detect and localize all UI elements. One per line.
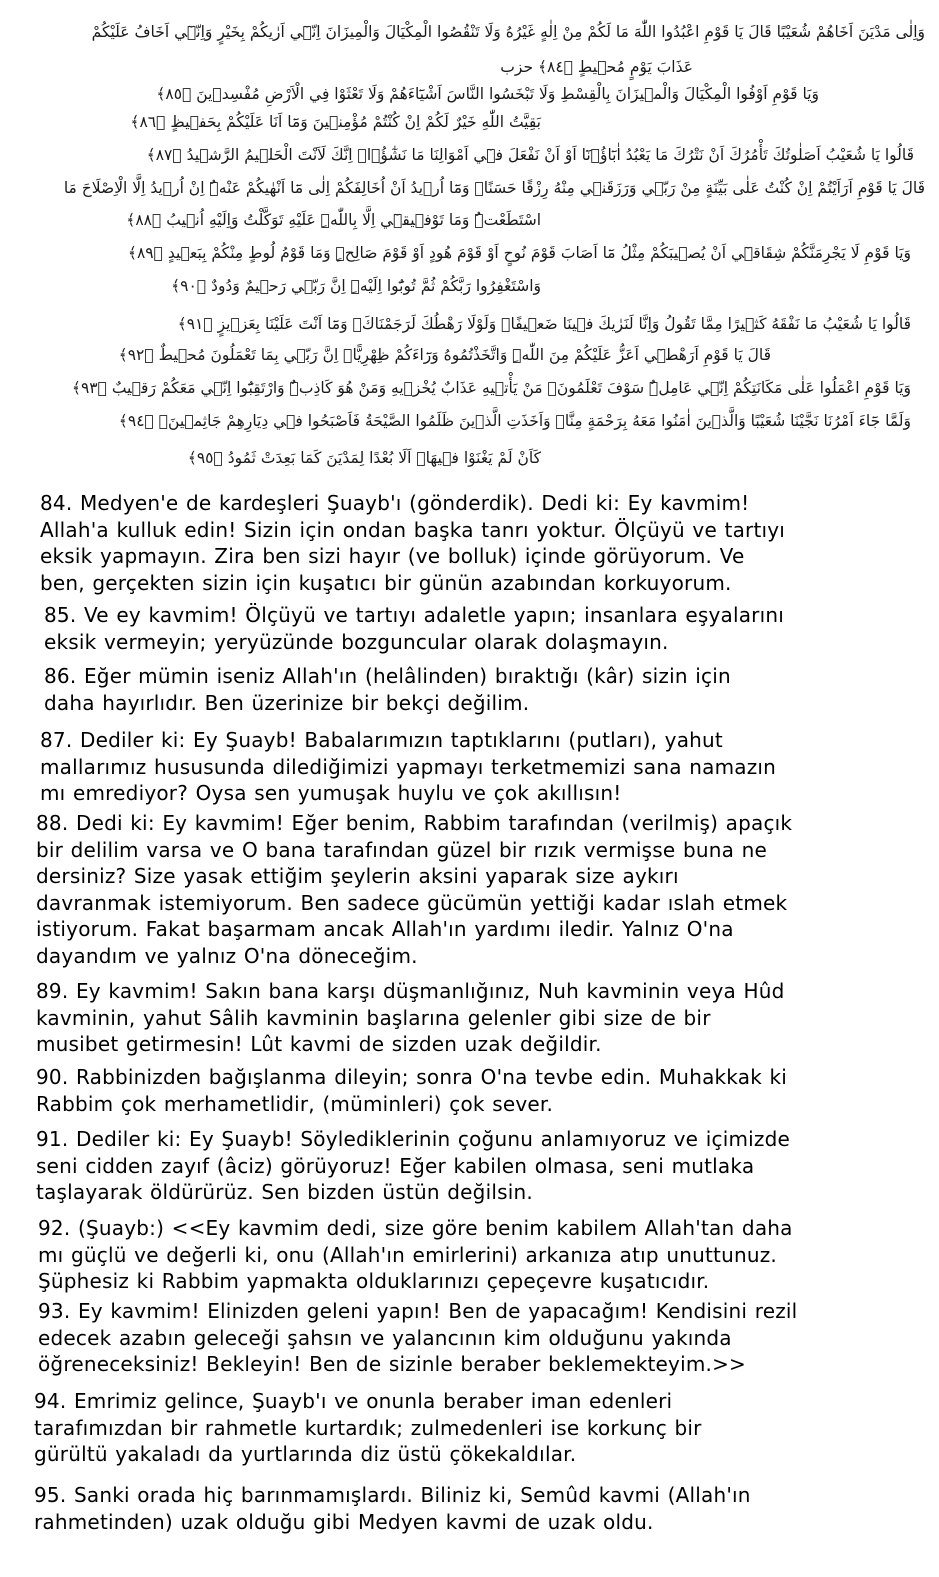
verse-94 [34, 1388, 906, 1468]
verse-line: musibet getirmesin! Lût kavmi de sizden uzak değildir. [36, 1032, 602, 1056]
verse-91 [36, 1126, 908, 1206]
verse-line: 92. (Şuayb:) <<Ey kavmim dedi, size göre benim kabilem Allah'tan daha [38, 1216, 793, 1240]
verse-line: 84. Medyen'e de kardeşleri Şuayb'ı (gönderdik). Dedi ki: Ey kavmim! [40, 491, 750, 515]
verse-line: 95. Sanki orada hiç barınmamışlardı. Biliniz ki, Semûd kavmi (Allah'ın [34, 1483, 751, 1507]
arabic-line: وَلَمَّا جَٓاءَ اَمْرُنَا نَجَّيْنَا شُعَيْبًا وَالَّذ۪ينَ اٰمَنُوا مَعَهُ بِرَحْمَةٍ مِنَّاۚ وَاَخَذَتِ الَّذ۪ينَ ظَلَمُوا الصَّيْحَةُ فَاَصْبَحُوا ف۪ي دِيَارِهِمْ جَاثِم۪ينَۙ ﴿٩٤﴾ [118, 412, 911, 430]
verse-line: tarafımızdan bir rahmetle kurtardık; zulmedenleri ise korkunç bir [34, 1415, 702, 1440]
verse-line: eksik vermeyin; yeryüzünde bozguncular olarak dolaşmayın. [44, 629, 669, 654]
verse-84 [40, 490, 920, 596]
verse-90 [36, 1064, 908, 1117]
arabic-line: قَالُوا يَا شُعَيْبُ مَا نَفْقَهُ كَث۪يرًا مِمَّا تَقُولُ وَاِنَّا لَنَرٰيكَ ف۪ينَا ضَع۪يفًاۚ وَلَوْلَا رَهْطُكَ لَرَجَمْنَاكَۘ وَمَٓا اَنْتَ عَلَيْنَا بِعَز۪يزٍ ﴿٩١﴾ [177, 315, 911, 333]
arabic-line: وَاسْتَغْفِرُوا رَبَّكُمْ ثُمَّ تُوبُٓوا اِلَيْهِۜ اِنَّ رَبّ۪ي رَح۪يمٌ وَدُودٌ ﴿٩٠﴾ [171, 277, 541, 295]
verse-line: taşlayarak öldürürüz. Sen bizden üstün değilsin. [36, 1180, 533, 1204]
verse-line: öğreneceksiniz! Bekleyin! Ben de sizinle beraber beklemekteyim.>> [38, 1352, 746, 1376]
verse-line: mı güçlü ve değerli ki, onu (Allah'ın emirlerini) arkanıza atıp unuttunuz. [38, 1242, 777, 1267]
verse-line: 87. Dediler ki: Ey Şuayb! Babalarımızın taptıklarını (putları), yahut [40, 728, 723, 752]
arabic-line: عَذَابَ يَوْمٍ مُح۪يطٍ ﴿٨٤﴾ حزب [500, 58, 693, 76]
arabic-line: قَالَ يَا قَوْمِ اَرَاَيْتُمْ اِنْ كُنْتُ عَلٰى بَيِّنَةٍ مِنْ رَبّ۪ي وَرَزَقَن۪ي مِنْهُ رِزْقًا حَسَنًاۜ وَمَٓا اُر۪يدُ اَنْ اُخَالِفَكُمْ اِلٰى مَٓا اَنْهٰيكُمْ عَنْهُۜ اِنْ اُر۪يدُ اِلَّا الْاِصْلَاحَ مَا [63, 179, 925, 197]
verse-line: Allah'a kulluk edin! Sizin için ondan başka tanrı yoktur. Ölçüyü ve tartıyı [40, 517, 786, 542]
verse-line: dersiniz? Size yasak ettiğim şeylerin aksini yaparak size aykırı [36, 864, 679, 888]
arabic-line: قَالَ يَا قَوْمِ اَرَهْط۪ٓي اَعَزُّ عَلَيْكُمْ مِنَ اللّٰهِۜ وَاتَّخَذْتُمُوهُ وَرَٓاءَكُمْ ظِهْرِيًّاۜ اِنَّ رَبّ۪ي بِمَا تَعْمَلُونَ مُح۪يطٌ ﴿٩٢﴾ [118, 346, 771, 364]
verse-87 [40, 727, 910, 807]
arabic-line: وَاِلٰى مَدْيَنَ اَخَاهُمْ شُعَيْبًا قَالَ يَا قَوْمِ اعْبُدُوا اللّٰهَ مَا لَكُمْ مِنْ اِلٰهٍ غَيْرُهُ وَلَا تَنْقُصُوا الْمِكْيَالَ وَالْمِيزَانَ اِنّ۪ٓي اَرٰيكُمْ بِخَيْرٍ وَاِنّ۪ٓي اَخَافُ عَلَيْكُمْ [91, 23, 925, 41]
verse-line: 89. Ey kavmim! Sakın bana karşı düşmanlığınız, Nuh kavminin veya Hûd [36, 979, 785, 1003]
arabic-line: وَيَا قَوْمِ لَا يَجْرِمَنَّكُمْ شِقَاق۪ٓي اَنْ يُص۪يبَكُمْ مِثْلُ مَٓا اَصَابَ قَوْمَ نُوحٍ اَوْ قَوْمَ هُودٍ اَوْ قَوْمَ صَالِحٍۜ وَمَا قَوْمُ لُوطٍ مِنْكُمْ بِبَع۪يدٍ ﴿٨٩﴾ [127, 244, 911, 262]
verse-line: kavminin, yahut Sâlih kavminin başlarına gelenler gibi size de bir [36, 1005, 711, 1030]
verse-85 [44, 602, 914, 655]
arabic-line: قَالُوا يَا شُعَيْبُ اَصَلٰوتُكَ تَأْمُرُكَ اَنْ نَتْرُكَ مَا يَعْبُدُ اٰبَٓاؤُ۬نَٓا اَوْ اَنْ نَفْعَلَ ف۪ٓي اَمْوَالِنَا مَا نَشٰٓؤُ۬اۜ اِنَّكَ لَاَنْتَ الْحَل۪يمُ الرَّش۪يدُ ﴿٨٧﴾ [146, 146, 914, 164]
verse-line: 90. Rabbinizden bağışlanma dileyin; sonra O'na tevbe edin. Muhakkak ki [36, 1065, 788, 1089]
verse-line: 91. Dediler ki: Ey Şuayb! Söylediklerinin çoğunu anlamıyoruz ve içimizde [36, 1127, 790, 1151]
verse-line: edecek azabın geleceği şahsın ve yalancının kim olduğunu yakında [38, 1325, 732, 1350]
verse-line: ben, gerçekten sizin için kuşatıcı bir günün azabından korkuyorum. [40, 570, 732, 595]
arabic-line: كَاَنْ لَمْ يَغْنَوْا ف۪يهَاۜ اَلَا بُعْدًا لِمَدْيَنَ كَمَا بَعِدَتْ ثَمُودُ ﴿٩٥﴾ [187, 449, 541, 467]
verse-line: rahmetinden) uzak olduğu gibi Medyen kavmi de uzak oldu. [34, 1509, 654, 1534]
verse-line: mallarımız hususunda dilediğimizi yapmayı terketmemizi sana namazın [40, 754, 777, 779]
verse-89 [36, 978, 908, 1058]
verse-line: mı emrediyor? Oysa sen yumuşak huylu ve çok akıllısın! [40, 781, 622, 805]
arabic-line: وَيَا قَوْمِ اعْمَلُوا عَلٰى مَكَانَتِكُمْ اِنّ۪ي عَامِلٌۜ سَوْفَ تَعْلَمُونَۙ مَنْ يَأْت۪يهِ عَذَابٌ يُخْز۪يهِ وَمَنْ هُوَ كَاذِبٌۜ وَارْتَقِبُٓوا اِنّ۪ي مَعَكُمْ رَق۪يبٌ ﴿٩٣﴾ [71, 379, 911, 397]
verse-line: Rabbim çok merhametlidir, (müminleri) çok sever. [36, 1091, 554, 1116]
verse-88 [36, 810, 908, 969]
verse-line: daha hayırlıdır. Ben üzerinize bir bekçi değilim. [44, 690, 530, 715]
verse-line: 86. Eğer mümin iseniz Allah'ın (helâlinden) bıraktığı (kâr) sizin için [44, 664, 731, 688]
verse-line: bir delilim varsa ve O bana tarafından güzel bir rızık vermişse buna ne [36, 837, 768, 862]
verse-92 [38, 1215, 910, 1295]
verse-line: 85. Ve ey kavmim! Ölçüyü ve tartıyı adaletle yapın; insanlara eşyalarını [44, 603, 784, 627]
verse-line: dayandım ve yalnız O'na döneceğim. [36, 943, 418, 968]
verse-line: 94. Emrimiz gelince, Şuayb'ı ve onunla beraber iman edenleri [34, 1389, 673, 1413]
verse-line: 93. Ey kavmim! Elinizden geleni yapın! Ben de yapacağım! Kendisini rezil [38, 1299, 798, 1323]
verse-line: seni cidden zayıf (âciz) görüyoruz! Eğer kabilen olmasa, seni mutlaka [36, 1153, 755, 1178]
verse-86 [44, 663, 914, 716]
verse-line: eksik yapmayın. Zira ben sizi hayır (ve bolluk) içinde görüyorum. Ve [40, 544, 745, 568]
verse-line: davranmak istemiyorum. Ben sadece gücümün yettiği kadar ıslah etmek [36, 890, 788, 915]
verse-line: istiyorum. Fakat başarmam ancak Allah'ın yardımı iledir. Yalnız O'na [36, 917, 734, 941]
arabic-line: وَيَا قَوْمِ اَوْفُوا الْمِكْيَالَ وَالْم۪يزَانَ بِالْقِسْطِ وَلَا تَبْخَسُوا النَّاسَ اَشْيَٓاءَهُمْ وَلَا تَعْثَوْا فِي الْاَرْضِ مُفْسِد۪ينَ ﴿٨٥﴾ [156, 85, 819, 103]
verse-line: Şüphesiz ki Rabbim yapmakta olduklarınızı çepeçevre kuşatıcıdır. [38, 1269, 710, 1293]
verse-line: 88. Dedi ki: Ey kavmim! Eğer benim, Rabbim tarafından (verilmiş) apaçık [36, 811, 793, 835]
verse-95 [34, 1482, 906, 1535]
verse-line: gürültü yakaladı da yurtlarında diz üstü çökekaldılar. [34, 1442, 577, 1466]
arabic-line: بَقِيَّتُ اللّٰهِ خَيْرٌ لَكُمْ اِنْ كُنْتُمْ مُؤْمِن۪ينَ وَمَٓا اَنَا عَلَيْكُمْ بِحَف۪يظٍ ﴿٨٦﴾ [130, 113, 541, 131]
verse-93 [38, 1298, 910, 1378]
arabic-line: اسْتَطَعْتُۜ وَمَا تَوْف۪يق۪ٓي اِلَّا بِاللّٰهِۜ عَلَيْهِ تَوَكَّلْتُ وَاِلَيْهِ اُن۪يبُ ﴿٨٨﴾ [126, 211, 541, 229]
